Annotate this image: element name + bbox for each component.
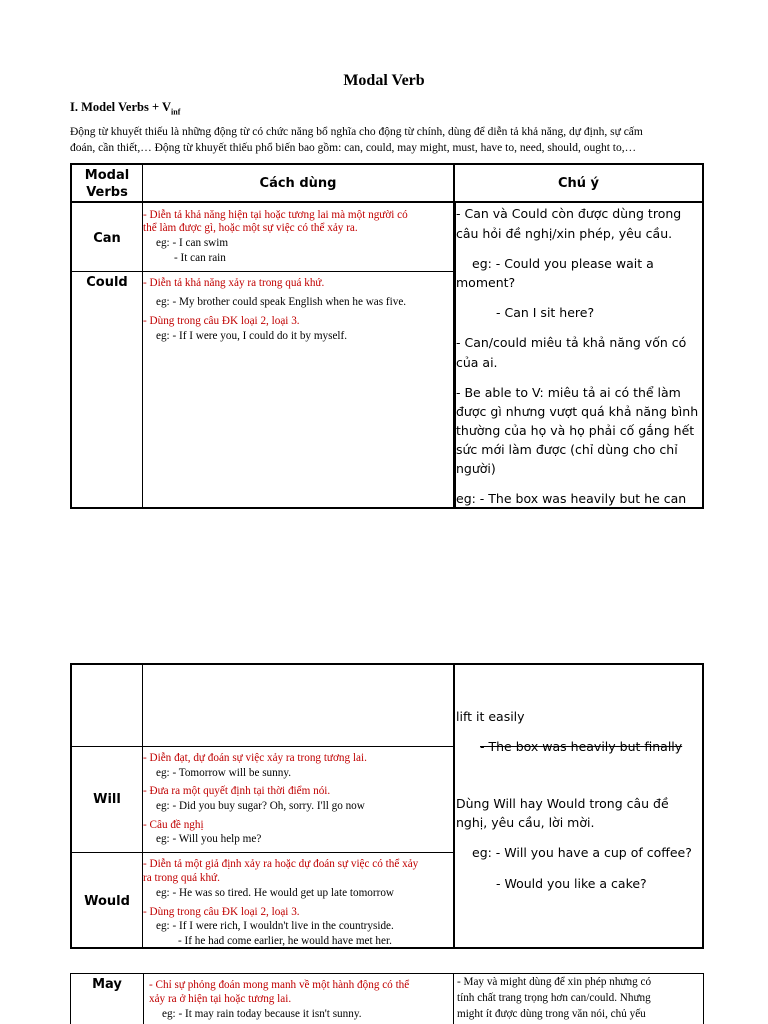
- header-usage: Cách dùng: [259, 176, 337, 191]
- would-example-2: - If he had come earlier, he would have met her.: [178, 935, 392, 947]
- intro-line: Động từ khuyết thiếu là những động từ có chức năng bổ nghĩa cho động từ chính, dùng để diễn tả khả năng, dự định, sự cấm: [70, 126, 643, 138]
- may-usage-line: - Chỉ sự phỏng đoán mong manh về một hành động có thể: [149, 979, 410, 991]
- will-example-1: eg: - Tomorrow will be sunny.: [156, 767, 292, 779]
- note-line: eg: - Will you have a cup of coffee?: [472, 845, 692, 860]
- intro-line: đoán, cần thiết,… Động từ khuyết thiếu phổ biến bao gồm: can, could, may might, must, have to, need, should, ought to,…: [70, 142, 637, 154]
- can-example: eg: - I can swim: [156, 237, 229, 249]
- will-usage-2: - Đưa ra một quyết định tại thời điểm nói.: [143, 785, 331, 797]
- may-usage-line: xảy ra ở hiện tại hoặc tương lai.: [149, 993, 292, 1005]
- note-line: câu hỏi đề nghị/xin phép, yêu cầu.: [456, 226, 673, 241]
- note-line: sức mới làm được (chỉ dùng cho chỉ: [456, 442, 678, 457]
- note-line: eg: - Could you please wait a: [472, 256, 654, 271]
- can-usage-line: - Diễn tả khả năng hiện tại hoặc tương lai mà một người có: [143, 209, 408, 221]
- would-usage-line: ra trong quá khứ.: [143, 872, 220, 884]
- note-line: - Would you like a cake?: [496, 876, 647, 891]
- section-heading-subscript: inf: [171, 107, 181, 117]
- will-usage-1: - Diễn đạt, dự đoán sự việc xảy ra trong tương lai.: [143, 752, 367, 764]
- note-line: - Be able to V: miêu tả ai có thể làm: [456, 385, 681, 400]
- would-usage-line: - Diễn tả một giả định xảy ra hoặc dự đoán sự việc có thể xảy: [143, 858, 419, 870]
- note-line: eg: - The box was heavily but he can: [456, 491, 687, 506]
- would-usage-2: - Dùng trong câu ĐK loại 2, loại 3.: [143, 906, 300, 918]
- note-line: might ít được dùng trong văn nói, chủ yếu: [457, 1008, 646, 1020]
- may-example: eg: - It may rain today because it isn't sunny.: [162, 1008, 362, 1020]
- could-usage-2: - Dùng trong câu ĐK loại 2, loại 3.: [143, 315, 300, 327]
- note-line: - May và might dùng để xin phép nhưng có: [457, 976, 652, 988]
- note-line: moment?: [456, 275, 516, 290]
- modal-would: Would: [84, 894, 130, 909]
- will-example-3: eg: - Will you help me?: [156, 833, 262, 845]
- can-usage-line: thể làm được gì, hoặc một sự việc có thể xảy ra.: [143, 222, 358, 234]
- note-line: tính chất trang trọng hơn can/could. Nhưng: [457, 992, 651, 1004]
- note-line: người): [456, 461, 496, 476]
- header-modal-verbs: Modal Verbs: [84, 168, 130, 200]
- would-example-1: eg: - He was so tired. He would get up late tomorrow: [156, 887, 394, 899]
- note-continued: - The box was heavily but finally: [480, 739, 683, 754]
- intro-paragraph: [70, 124, 710, 156]
- note-continued: lift it easily: [456, 709, 525, 724]
- modal-can: Can: [93, 231, 121, 246]
- section-heading-prefix: I. Model Verbs + V: [70, 100, 172, 114]
- will-usage-3: - Câu đề nghị: [143, 819, 204, 831]
- would-example-2: eg: - If I were rich, I wouldn't live in the countryside.: [156, 920, 394, 932]
- page-title: Modal Verb: [343, 72, 425, 89]
- section-heading: [70, 100, 180, 117]
- note-line: của ai.: [456, 355, 498, 370]
- note-line: - Can/could miêu tả khả năng vốn có: [456, 335, 687, 350]
- note-line: Dùng Will hay Would trong câu đề: [456, 796, 669, 811]
- header-note: Chú ý: [557, 176, 600, 191]
- note-line: nghị, yêu cầu, lời mời.: [456, 815, 595, 830]
- could-example-2: eg: - If I were you, I could do it by myself.: [156, 330, 348, 342]
- modal-may: May: [92, 977, 122, 992]
- can-example: - It can rain: [174, 252, 226, 264]
- modal-will: Will: [93, 792, 121, 807]
- could-usage-1: - Diễn tả khả năng xảy ra trong quá khứ.: [143, 277, 325, 289]
- note-line: được gì nhưng vượt quá khả năng bình: [456, 404, 699, 419]
- will-example-2: eg: - Did you buy sugar? Oh, sorry. I'll go now: [156, 800, 365, 812]
- note-line: - Can I sit here?: [496, 305, 595, 320]
- note-line: thường của họ và họ phải cố gắng hết: [456, 423, 695, 438]
- modal-could: Could: [86, 275, 128, 290]
- could-example-1: eg: - My brother could speak English when he was five.: [156, 296, 407, 308]
- note-line: - Can và Could còn được dùng trong: [456, 206, 682, 221]
